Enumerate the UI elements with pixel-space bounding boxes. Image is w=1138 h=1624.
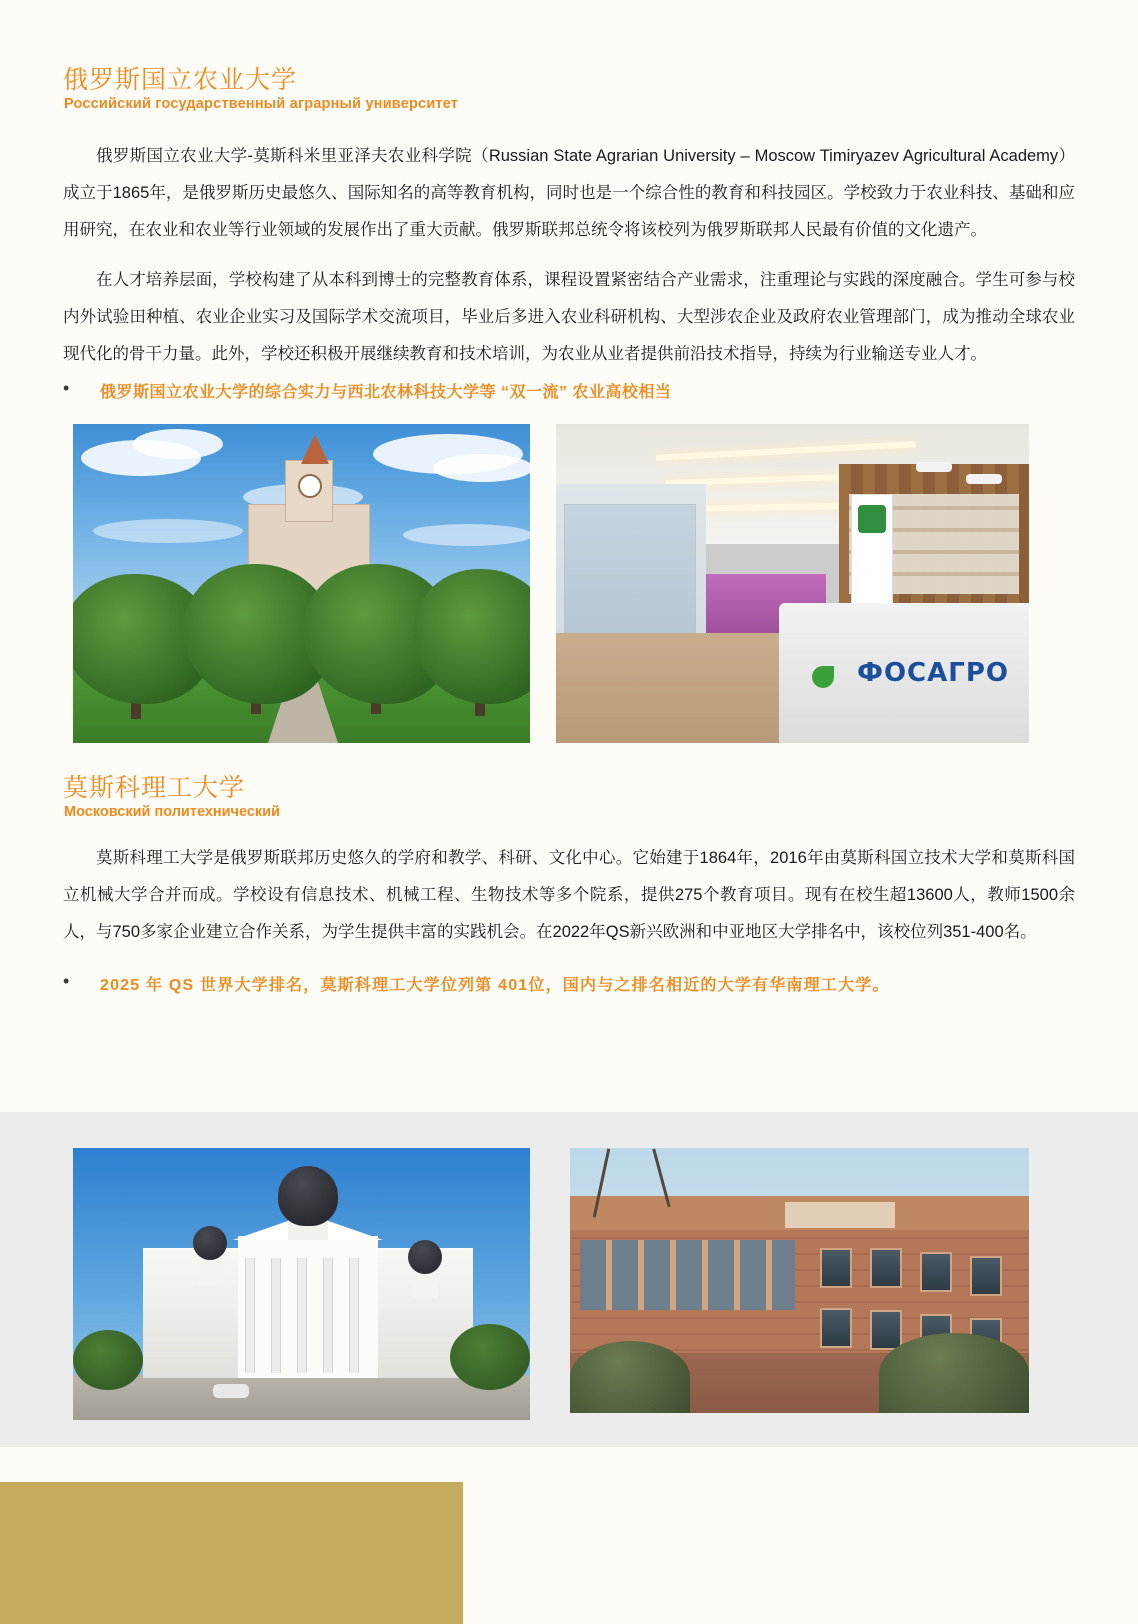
fosagro-leaf-icon bbox=[812, 666, 834, 688]
section1-bullet bbox=[63, 379, 1063, 402]
tree bbox=[450, 1324, 530, 1390]
spire bbox=[301, 434, 329, 464]
pendant-lamp bbox=[966, 474, 1002, 484]
column bbox=[271, 1258, 281, 1373]
image-agrarian-campus bbox=[73, 424, 530, 743]
image-polytechnic-brick-building bbox=[570, 1148, 1029, 1413]
image-polytechnic-main-building bbox=[73, 1148, 530, 1420]
bullet-dot-icon: • bbox=[63, 378, 70, 398]
column bbox=[245, 1258, 255, 1373]
shrub bbox=[570, 1341, 690, 1413]
cloud bbox=[133, 429, 223, 459]
window bbox=[820, 1308, 852, 1348]
window bbox=[870, 1310, 902, 1350]
bullet-dot-icon: • bbox=[63, 971, 70, 991]
window-band bbox=[580, 1240, 795, 1310]
cloud bbox=[403, 524, 530, 546]
turret-dome bbox=[193, 1226, 227, 1260]
column bbox=[297, 1258, 307, 1373]
section1-paragraph-1: 俄罗斯国立农业大学-莫斯科米里亚泽夫农业科学院（Russian State Agrarian University – Moscow Timiryazev Agricultural Academy）成立于1865年，是俄罗斯历史最悠久、国际知名的高等教育机构，同时也是一个综合性的教育和科技园区。学校致力于农业科技、基础和应用研究，在农业和农业等行业领域的发展作出了重大贡献。俄罗斯联邦总统令将该校列为俄罗斯联邦人民最有价值的文化遗产。 bbox=[63, 147, 1075, 239]
window bbox=[920, 1252, 952, 1292]
dome bbox=[278, 1166, 338, 1226]
section2-bullet bbox=[63, 972, 1063, 995]
car bbox=[213, 1384, 249, 1398]
section1-paragraph-2: 在人才培养层面，学校构建了从本科到博士的完整教育体系，课程设置紧密结合产业需求，注重理论与实践的深度融合。学生可参与校内外试验田种植、农业企业实习及国际学术交流项目，毕业后多进入农业科研机构、大型涉农企业及政府农业管理部门，成为推动全球农业现代化的骨干力量。此外，学校还积极开展继续教育和技术培训，为农业从业者提供前沿技术指导，持续为行业输送专业人才。 bbox=[63, 271, 1075, 363]
building-sign bbox=[785, 1202, 895, 1228]
cloud bbox=[93, 519, 243, 543]
cloud bbox=[433, 454, 530, 482]
section2-paragraph-1: 莫斯科理工大学是俄罗斯联邦历史悠久的学府和教学、科研、文化中心。它始建于1864年，2016年由莫斯科国立技术大学和莫斯科国立机械大学合并而成。学校设有信息技术、机械工程、生物技术等多个院系，提供275个教育项目。现有在校生超13600人，教师1500余人，与750多家企业建立合作关系，为学生提供丰富的实践机会。在2022年QS新兴欧洲和中亚地区大学排名中，该校位列351-400名。 bbox=[63, 849, 1075, 941]
section1-title-ru: Российский государственный аграрный университет bbox=[64, 96, 459, 112]
tree bbox=[73, 1330, 143, 1390]
fosagro-logo-text: ФОСАГРО bbox=[857, 658, 1009, 688]
turret-dome bbox=[408, 1240, 442, 1274]
window bbox=[870, 1248, 902, 1288]
column bbox=[349, 1258, 359, 1373]
footer-accent-block bbox=[0, 1482, 463, 1624]
section2-title-cn: 莫斯科理工大学 bbox=[63, 774, 246, 802]
section1-bullet-text: 俄罗斯国立农业大学的综合实力与西北农林科技大学等 “双一流” 农业高校相当 bbox=[100, 384, 672, 401]
section2-bullet-text: 2025 年 QS 世界大学排名，莫斯科理工大学位列第 401位，国内与之排名相近的大学有华南理工大学。 bbox=[100, 977, 890, 994]
leaf-icon bbox=[858, 505, 886, 533]
window bbox=[970, 1256, 1002, 1296]
ground bbox=[73, 1375, 530, 1420]
window bbox=[820, 1248, 852, 1288]
shrub bbox=[879, 1333, 1029, 1413]
image-fosagro-showroom bbox=[556, 424, 1029, 743]
turret-base bbox=[197, 1256, 223, 1286]
section1-title-cn: 俄罗斯国立农业大学 bbox=[63, 66, 298, 94]
section2-title-ru: Московский политехнический bbox=[64, 804, 280, 820]
pendant-lamp bbox=[916, 462, 952, 472]
column bbox=[323, 1258, 333, 1373]
clock-icon bbox=[298, 474, 322, 498]
